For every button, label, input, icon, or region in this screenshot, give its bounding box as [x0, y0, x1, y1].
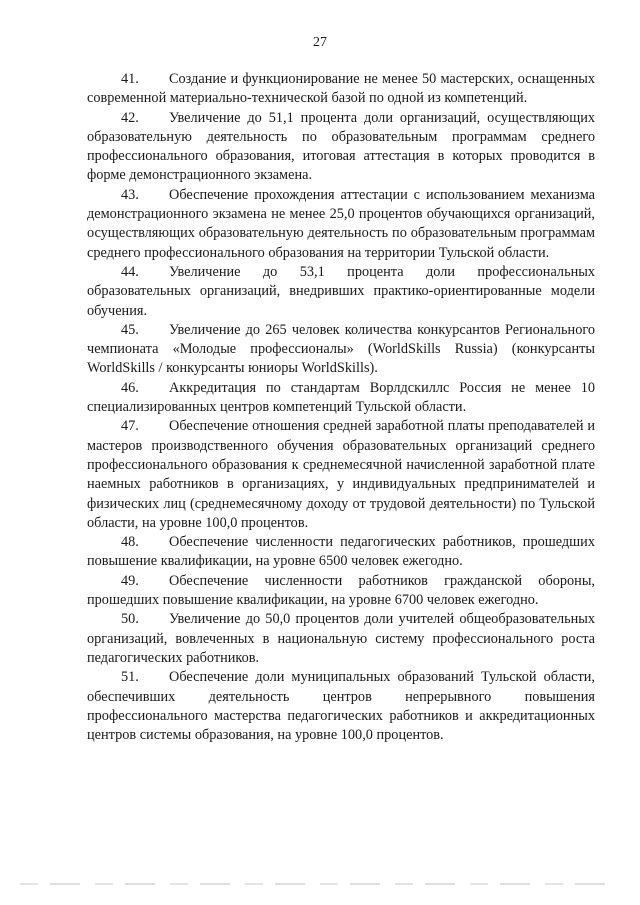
paragraph-text: Увеличение до 265 человек количества конкурсантов Регионального чемпионата «Молодые профессионалы» (WorldSkills Russia) (конкурсанты WorldSkills / конкурсанты юниоры WorldSkills). [87, 321, 595, 377]
paragraph-number: 46. [121, 379, 139, 396]
paragraph-text: Увеличение до 51,1 процента доли организаций, осуществляющих образовательную деятельность по образовательным программам среднего профессионального образования, итоговая аттестация в которых проводится в форме демонстрационного экзамена. [87, 109, 595, 184]
paragraph-number: 49. [121, 572, 139, 589]
document-body [87, 70, 595, 745]
paragraph-50 [87, 610, 595, 668]
paragraph-number: 44. [121, 263, 139, 280]
paragraph-45 [87, 321, 595, 379]
paragraph-number: 41. [121, 71, 139, 87]
paragraph-number: 47. [121, 418, 139, 435]
scan-edge-artifact [20, 883, 610, 885]
paragraph-48 [87, 533, 595, 572]
paragraph-text: Обеспечение отношения средней заработной платы преподавателей и мастеров производственного обучения образовательных организаций среднего профессионального образования к среднемесячной начисленной заработной плате наемных работников в организациях, у индивидуальных предпринимателей и физических лиц (среднемесячному доходу от трудовой деятельности) по Тульской области, на уровне 100,0 процентов. [87, 418, 595, 531]
paragraph-51 [87, 668, 595, 745]
paragraph-41 [87, 70, 595, 109]
paragraph-text: Обеспечение численности педагогических работников, прошедших повышение квалификации, на уровне 6500 человек ежегодно. [87, 534, 595, 570]
paragraph-number: 45. [121, 321, 139, 338]
paragraph-43 [87, 186, 595, 263]
paragraph-47 [87, 417, 595, 533]
paragraph-42 [87, 109, 595, 186]
paragraph-49 [87, 572, 595, 611]
paragraph-46 [87, 379, 595, 418]
paragraph-text: Обеспечение доли муниципальных образований Тульской области, обеспечивших деятельность центров непрерывного повышения профессионального мастерства педагогических работников и аккредитационных центров системы образования, на уровне 100,0 процентов. [87, 669, 595, 744]
paragraph-44 [87, 263, 595, 321]
page-number: 27 [313, 35, 327, 50]
paragraph-text: Увеличение до 50,0 процентов доли учителей общеобразовательных организаций, вовлеченных в национальную систему профессионального роста педагогических работников. [87, 611, 595, 666]
paragraph-number: 48. [121, 534, 139, 551]
paragraph-text: Обеспечение прохождения аттестации с использованием механизма демонстрационного экзамена не менее 25,0 процентов обучающихся организаций, осуществляющих образовательную деятельность по образовательным программам среднего профессионального образования на территории Тульской области. [87, 186, 595, 261]
paragraph-text: Увеличение до 53,1 процента доли профессиональных образовательных организаций, внедривших практико-ориентированные модели обучения. [87, 263, 595, 319]
paragraph-text: Аккредитация по стандартам Ворлдскиллс Россия не менее 10 специализированных центров компетенций Тульской области. [87, 379, 595, 416]
paragraph-number: 50. [121, 611, 139, 628]
paragraph-number: 43. [121, 186, 139, 203]
paragraph-number: 42. [121, 109, 139, 126]
paragraph-number: 51. [121, 669, 139, 686]
paragraph-text: Создание и функционирование не менее 50 мастерских, оснащенных современной материально-технической базой по одной из компетенций. [87, 71, 595, 107]
paragraph-text: Обеспечение численности работников гражданской обороны, прошедших повышение квалификации, на уровне 6700 человек ежегодно. [87, 572, 595, 609]
